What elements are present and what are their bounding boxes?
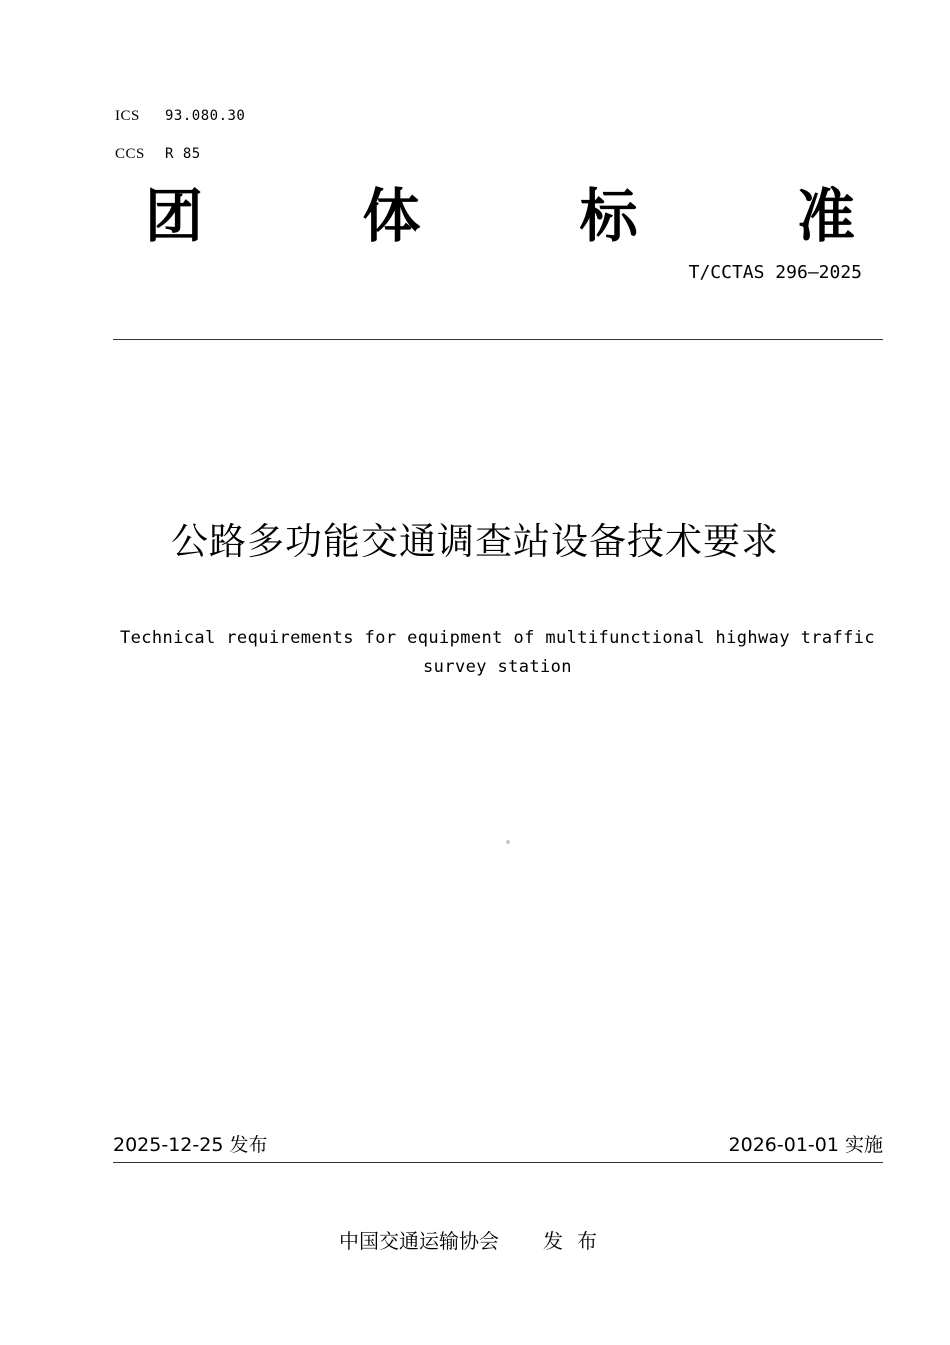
heading-char-1: 团	[145, 182, 204, 250]
bottom-divider	[113, 1162, 883, 1163]
publish-verb: 发布	[543, 1229, 611, 1253]
ics-label: ICS	[115, 108, 140, 124]
date-row	[113, 1132, 883, 1158]
heading-char-4: 准	[796, 182, 855, 250]
ics-value: 93.080.30	[165, 108, 246, 124]
scan-speck	[506, 840, 510, 844]
chinese-title: 公路多功能交通调查站设备技术要求	[171, 520, 779, 563]
english-title-line-2: survey station	[423, 657, 572, 677]
ccs-code-row	[115, 145, 201, 163]
english-title	[100, 624, 895, 682]
heading-char-2: 体	[362, 182, 421, 250]
heading-char-3: 标	[579, 182, 638, 250]
group-standard-heading	[115, 180, 885, 252]
top-divider	[113, 339, 883, 340]
standard-number: T/CCTAS 296—2025	[688, 262, 862, 283]
english-title-line-1: Technical requirements for equipment of multifunctional highway traffic	[119, 628, 876, 648]
effective-date: 2026-01-01 实施	[728, 1134, 883, 1156]
ics-code-row	[115, 107, 245, 125]
publisher-line	[0, 1227, 950, 1255]
publish-date: 2025-12-25 发布	[113, 1134, 268, 1156]
ccs-value: R 85	[165, 146, 201, 162]
publisher-name: 中国交通运输协会	[339, 1229, 499, 1253]
ccs-label: CCS	[115, 146, 145, 162]
